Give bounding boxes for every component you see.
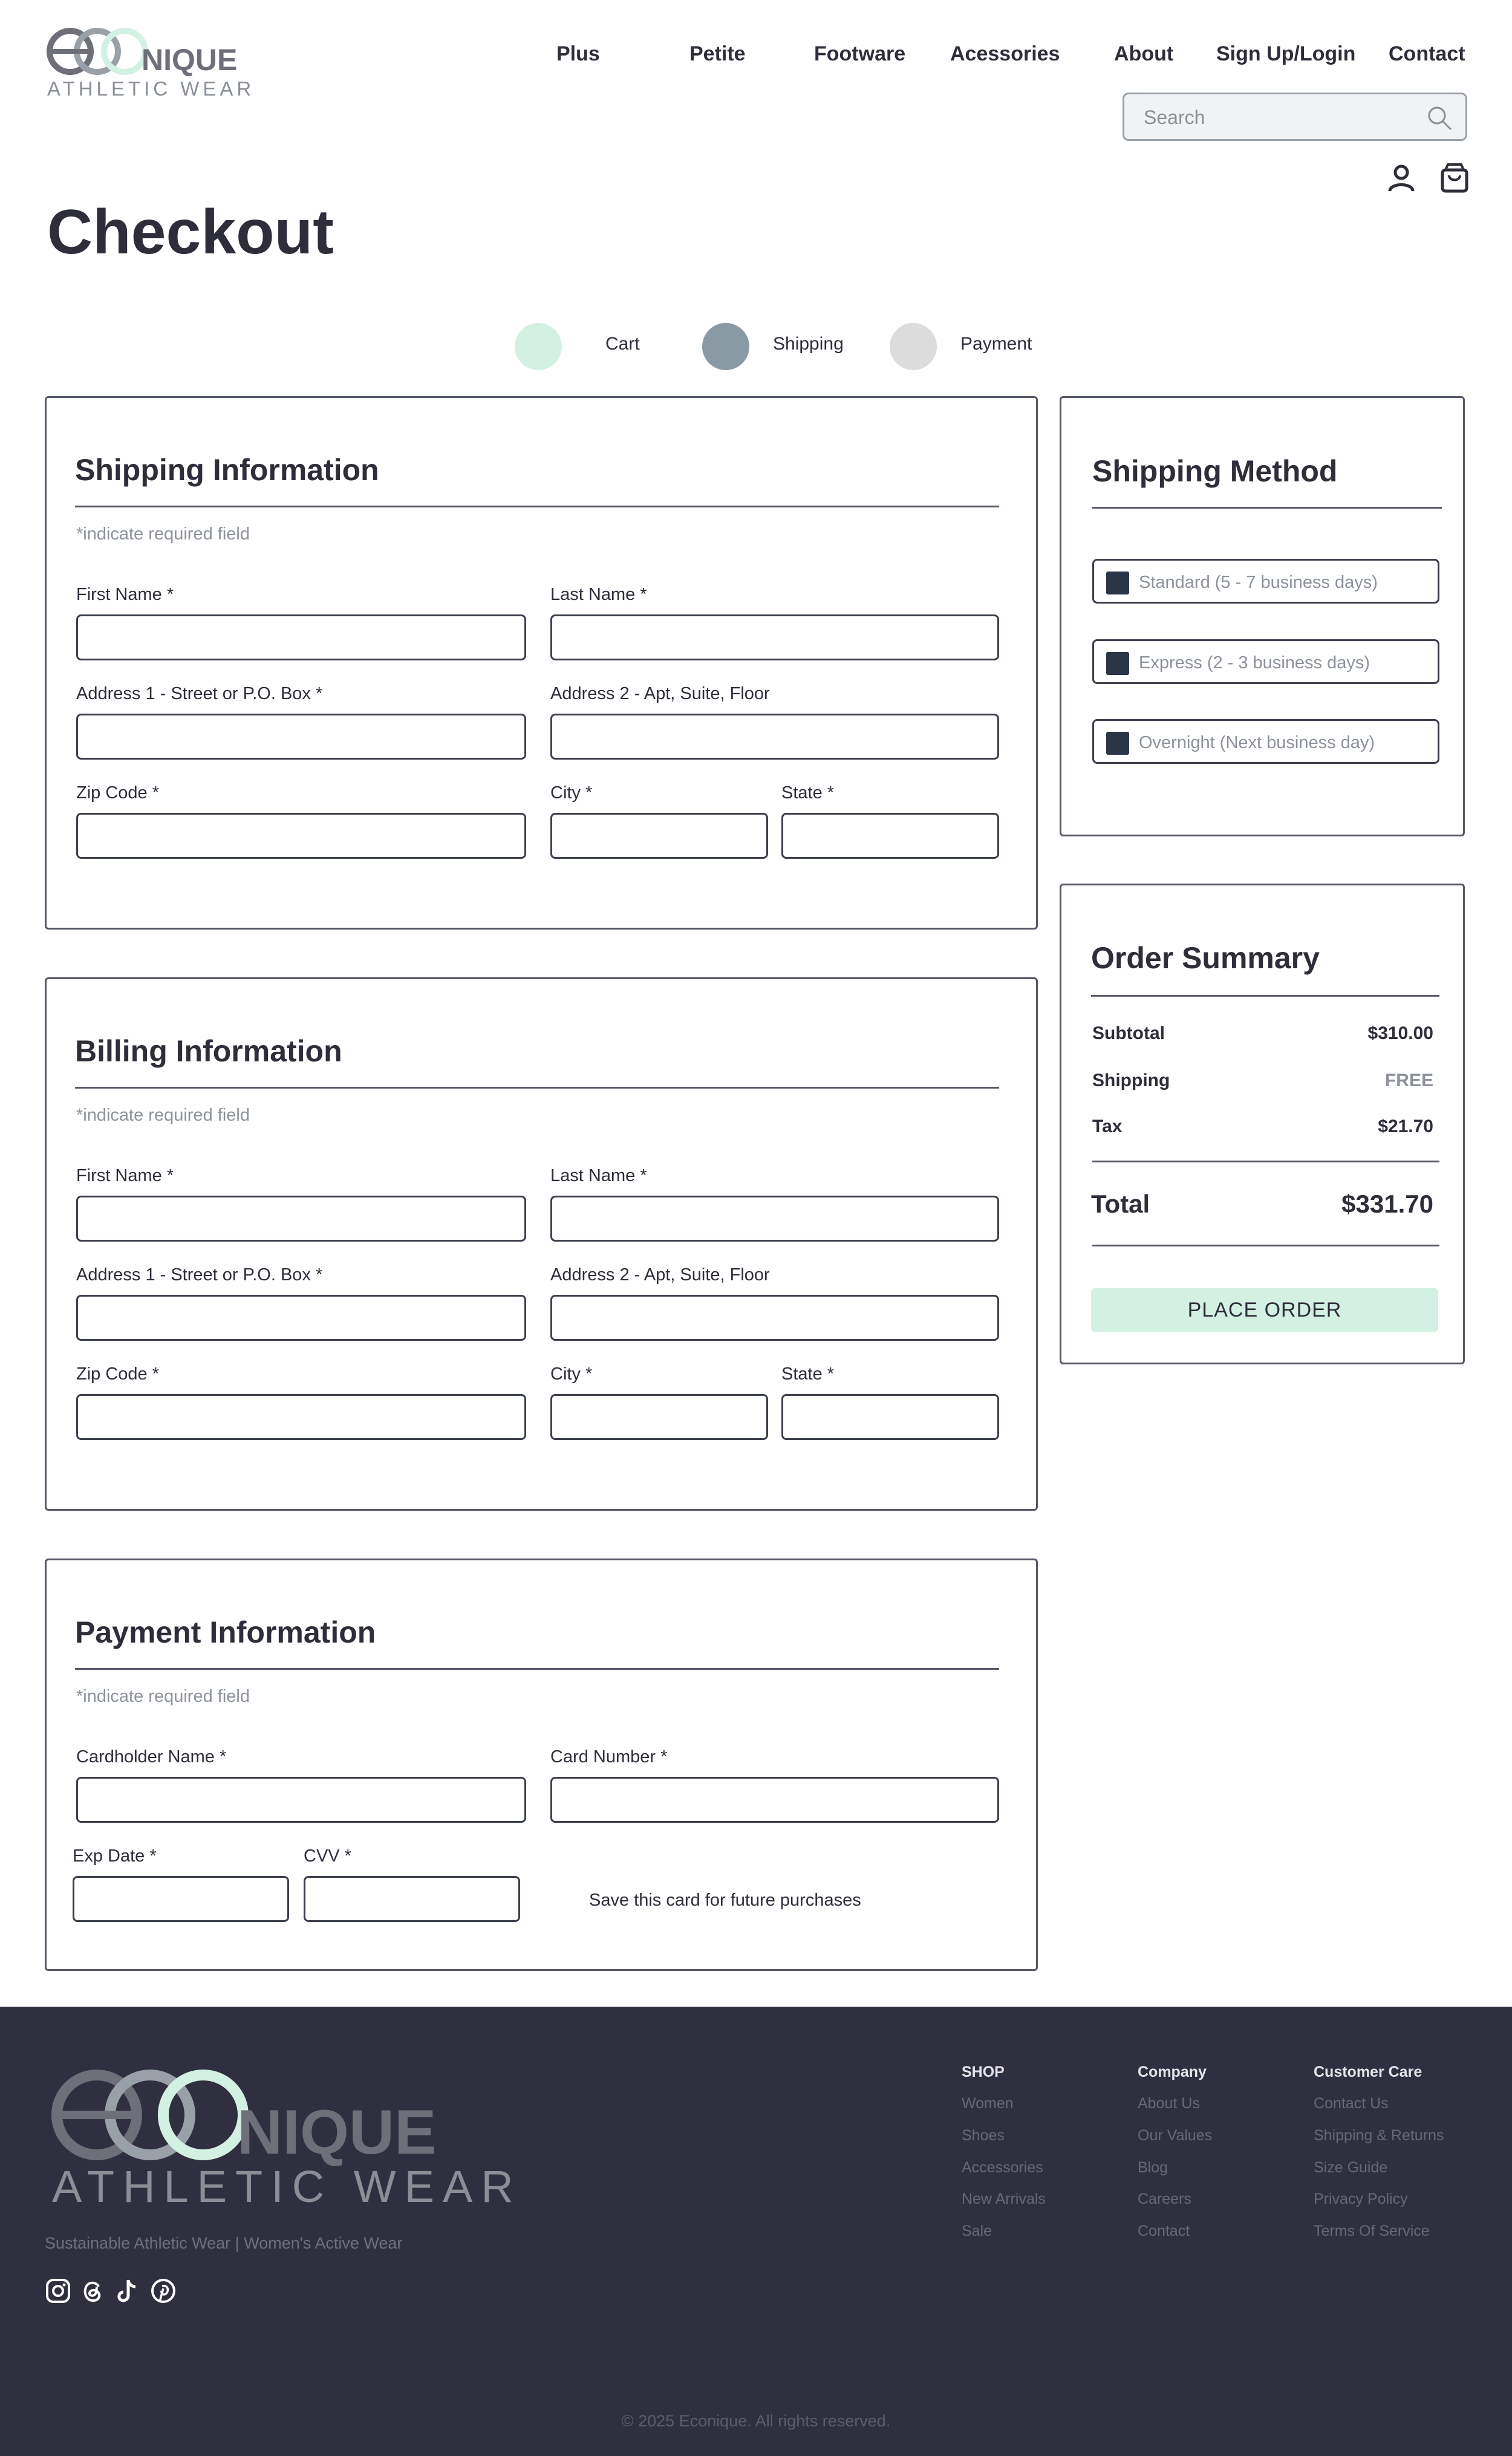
- search-input[interactable]: [1142, 94, 1417, 140]
- billing-first-name-input[interactable]: [76, 1196, 526, 1242]
- nav-petite[interactable]: Petite: [689, 42, 746, 65]
- divider: [75, 1668, 999, 1670]
- footer-link[interactable]: New Arrivals: [962, 2191, 1046, 2207]
- footer-link[interactable]: Accessories: [962, 2159, 1043, 2176]
- exp-date-label: Exp Date *: [73, 1846, 157, 1866]
- shipping-option-overnight[interactable]: [1092, 719, 1439, 764]
- subtotal-value: $310.00: [1367, 1023, 1433, 1043]
- card-number-input[interactable]: [550, 1777, 999, 1823]
- shopping-bag-icon[interactable]: [1439, 162, 1470, 194]
- footer-tagline: Sustainable Athletic Wear | Women's Active Wear: [45, 2234, 403, 2252]
- cardholder-name-input[interactable]: [76, 1777, 526, 1823]
- divider: [1092, 1245, 1439, 1246]
- divider: [1092, 507, 1442, 509]
- city-label: City *: [550, 1364, 593, 1384]
- card-number-label: Card Number *: [550, 1747, 668, 1767]
- billing-address2-input[interactable]: [550, 1295, 999, 1341]
- divider: [1091, 995, 1439, 997]
- nav-accessories[interactable]: Acessories: [950, 42, 1060, 65]
- nav-footware[interactable]: Footware: [814, 42, 906, 65]
- billing-state-input[interactable]: [781, 1394, 999, 1440]
- tax-value: $21.70: [1378, 1116, 1433, 1136]
- footer-link[interactable]: Contact: [1138, 2223, 1190, 2239]
- address2-label: Address 2 - Apt, Suite, Floor: [550, 684, 770, 703]
- footer-link[interactable]: Size Guide: [1314, 2159, 1388, 2176]
- footer-logo[interactable]: [48, 2065, 522, 2212]
- required-field-note: *indicate required field: [76, 524, 250, 544]
- save-card-option[interactable]: Save this card for future purchases: [589, 1891, 861, 1910]
- nav-about[interactable]: About: [1114, 42, 1174, 65]
- checkbox[interactable]: [1106, 652, 1129, 675]
- pinterest-icon[interactable]: [150, 2278, 177, 2304]
- footer-company-heading: Company: [1138, 2063, 1207, 2080]
- instagram-icon[interactable]: [45, 2278, 71, 2304]
- shipping-option-label: Standard (5 - 7 business days): [1139, 573, 1378, 592]
- footer-link[interactable]: Privacy Policy: [1314, 2191, 1408, 2207]
- first-name-label: First Name *: [76, 585, 174, 604]
- zip-label: Zip Code *: [76, 783, 160, 803]
- footer-customer-care-heading: Customer Care: [1314, 2063, 1422, 2080]
- search-icon[interactable]: [1426, 104, 1453, 132]
- shipping-zip-input[interactable]: [76, 813, 526, 859]
- step-payment-indicator: [890, 323, 937, 370]
- footer-link[interactable]: Careers: [1138, 2191, 1191, 2207]
- brand-logo[interactable]: [46, 24, 255, 103]
- shipping-option-label: Express (2 - 3 business days): [1139, 653, 1370, 673]
- billing-city-input[interactable]: [550, 1394, 768, 1440]
- nav-plus[interactable]: Plus: [556, 42, 600, 65]
- step-cart-label: Cart: [605, 334, 640, 354]
- step-shipping-indicator: [702, 323, 749, 370]
- step-payment-label: Payment: [960, 334, 1032, 354]
- logo-rings-icon: [57, 2075, 243, 2155]
- total-label: Total: [1091, 1190, 1150, 1218]
- cvv-label: CVV *: [304, 1846, 351, 1866]
- billing-information-title: Billing Information: [75, 1034, 342, 1068]
- shipping-option-express[interactable]: [1092, 639, 1439, 684]
- required-field-note: *indicate required field: [76, 1106, 250, 1125]
- step-cart-indicator: [515, 323, 562, 370]
- shipping-last-name-input[interactable]: [550, 614, 999, 660]
- subtotal-label: Subtotal: [1092, 1023, 1165, 1043]
- footer-link[interactable]: Sale: [962, 2223, 992, 2239]
- footer-link[interactable]: Blog: [1138, 2159, 1168, 2176]
- address2-label: Address 2 - Apt, Suite, Floor: [550, 1265, 770, 1285]
- billing-address1-input[interactable]: [76, 1295, 526, 1341]
- shipping-address2-input[interactable]: [550, 714, 999, 760]
- address1-label: Address 1 - Street or P.O. Box *: [76, 684, 323, 703]
- checkbox[interactable]: [1106, 572, 1129, 594]
- divider: [1092, 1161, 1439, 1162]
- footer-logo-suffix: NIQUE: [237, 2097, 437, 2168]
- shipping-address1-input[interactable]: [76, 714, 526, 760]
- tiktok-icon[interactable]: [114, 2278, 140, 2304]
- shipping-information-title: Shipping Information: [75, 453, 379, 487]
- copyright: © 2025 Econique. All rights reserved.: [621, 2412, 891, 2430]
- tax-label: Tax: [1092, 1116, 1123, 1136]
- last-name-label: Last Name *: [550, 1166, 647, 1185]
- shipping-first-name-input[interactable]: [76, 614, 526, 660]
- shipping-option-standard[interactable]: [1092, 559, 1439, 604]
- divider: [75, 506, 999, 507]
- required-field-note: *indicate required field: [76, 1687, 250, 1706]
- footer-shop-heading: SHOP: [962, 2063, 1005, 2080]
- footer-link[interactable]: Women: [962, 2095, 1014, 2112]
- address1-label: Address 1 - Street or P.O. Box *: [76, 1265, 323, 1285]
- billing-zip-input[interactable]: [76, 1394, 526, 1440]
- step-shipping-label: Shipping: [773, 334, 844, 354]
- footer-link[interactable]: Contact Us: [1314, 2095, 1389, 2112]
- place-order-button[interactable]: PLACE ORDER: [1091, 1288, 1438, 1332]
- footer-link[interactable]: Shoes: [962, 2127, 1005, 2144]
- footer-link[interactable]: Our Values: [1138, 2127, 1213, 2144]
- divider: [75, 1087, 999, 1089]
- footer-link[interactable]: Terms Of Service: [1314, 2223, 1430, 2239]
- shipping-cost-label: Shipping: [1092, 1070, 1170, 1090]
- shipping-method-title: Shipping Method: [1092, 454, 1338, 488]
- footer-link[interactable]: About Us: [1138, 2095, 1200, 2112]
- checkbox[interactable]: [1106, 732, 1129, 755]
- logo-suffix: NIQUE: [142, 43, 238, 77]
- cvv-input[interactable]: [304, 1876, 520, 1922]
- logo-rings-icon: [50, 31, 145, 72]
- logo-subtitle: ATHLETIC WEAR: [47, 77, 255, 100]
- shipping-state-input[interactable]: [781, 813, 999, 859]
- nav-contact[interactable]: Contact: [1389, 42, 1465, 65]
- first-name-label: First Name *: [76, 1166, 174, 1185]
- shipping-option-label: Overnight (Next business day): [1139, 733, 1375, 752]
- search-bar[interactable]: [1123, 93, 1467, 141]
- zip-label: Zip Code *: [76, 1364, 160, 1384]
- city-label: City *: [550, 783, 593, 803]
- state-label: State *: [781, 1364, 835, 1384]
- shipping-city-input[interactable]: [550, 813, 768, 859]
- payment-information-title: Payment Information: [75, 1615, 376, 1649]
- billing-last-name-input[interactable]: [550, 1196, 999, 1242]
- shipping-cost-value: FREE: [1384, 1070, 1433, 1090]
- state-label: State *: [781, 783, 835, 803]
- footer-link[interactable]: Shipping & Returns: [1314, 2127, 1444, 2144]
- nav-signup-login[interactable]: Sign Up/Login: [1216, 42, 1356, 65]
- cardholder-name-label: Cardholder Name *: [76, 1747, 227, 1767]
- order-summary-title: Order Summary: [1091, 941, 1320, 975]
- exp-date-input[interactable]: [73, 1876, 289, 1922]
- account-icon[interactable]: [1386, 163, 1416, 194]
- total-value: $331.70: [1341, 1190, 1433, 1218]
- page-title: Checkout: [47, 197, 334, 267]
- last-name-label: Last Name *: [550, 585, 647, 604]
- threads-icon[interactable]: [80, 2278, 106, 2304]
- footer-logo-subtitle: ATHLETIC WEAR: [52, 2161, 522, 2212]
